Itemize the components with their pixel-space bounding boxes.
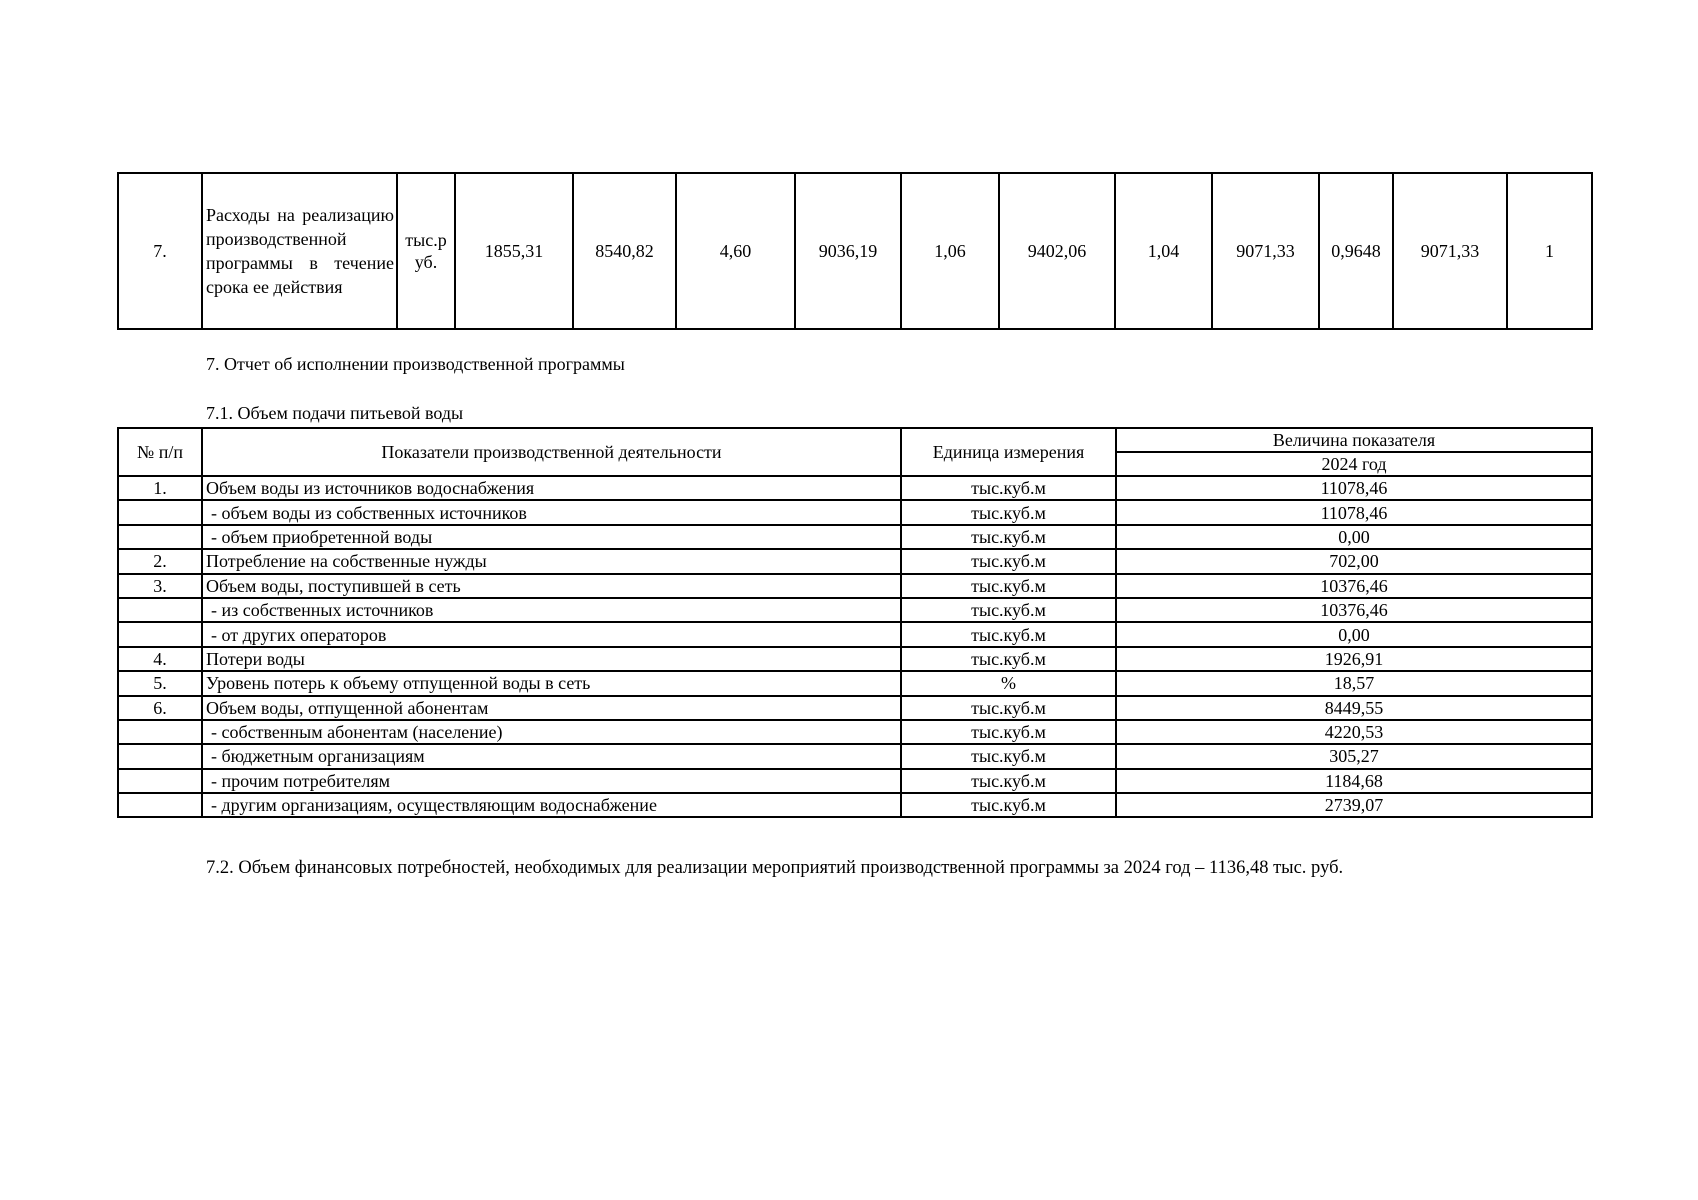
row-unit: тыс.куб.м: [901, 574, 1116, 598]
row-label: Потребление на собственные нужды: [202, 549, 901, 573]
row-number: 6.: [118, 696, 202, 720]
row-value: 11078,46: [1116, 476, 1592, 500]
row-value: 10376,46: [1116, 598, 1592, 622]
row-value: 10376,46: [1116, 574, 1592, 598]
row-unit: тыс.куб.м: [901, 525, 1116, 549]
row-unit: тыс.куб.м: [901, 476, 1116, 500]
expenses-value-5: 1,06: [901, 173, 999, 329]
row-value: 1926,91: [1116, 647, 1592, 671]
row-label: - объем воды из собственных источников: [202, 500, 901, 524]
table-row: [118, 500, 1592, 524]
header-indicator: Показатели производственной деятельности: [202, 428, 901, 476]
expenses-table: [117, 172, 1593, 330]
row-unit: тыс.куб.м: [901, 769, 1116, 793]
row-unit: тыс.куб.м: [901, 720, 1116, 744]
row-value: 0,00: [1116, 622, 1592, 646]
row-value: 305,27: [1116, 744, 1592, 768]
table-row: [118, 525, 1592, 549]
row-unit: тыс.куб.м: [901, 549, 1116, 573]
table-row: [118, 598, 1592, 622]
expenses-row-number: 7.: [118, 173, 202, 329]
table-row: [118, 622, 1592, 646]
row-unit: тыс.куб.м: [901, 793, 1116, 817]
water-supply-table: [117, 427, 1593, 818]
row-unit: %: [901, 671, 1116, 695]
row-value: 4220,53: [1116, 720, 1592, 744]
row-unit: тыс.куб.м: [901, 744, 1116, 768]
row-number: [118, 598, 202, 622]
table-row: [118, 720, 1592, 744]
row-number: [118, 769, 202, 793]
expenses-row-unit: тыс.р уб.: [397, 173, 455, 329]
row-number: [118, 744, 202, 768]
row-label: - другим организациям, осуществляющим водоснабжение: [202, 793, 901, 817]
row-label: - прочим потребителям: [202, 769, 901, 793]
header-value: Величина показателя: [1116, 428, 1592, 452]
row-label: - бюджетным организациям: [202, 744, 901, 768]
table-row: [118, 574, 1592, 598]
row-number: 5.: [118, 671, 202, 695]
row-unit: тыс.куб.м: [901, 696, 1116, 720]
expenses-value-6: 9402,06: [999, 173, 1115, 329]
row-label: Уровень потерь к объему отпущенной воды в сеть: [202, 671, 901, 695]
row-value: 11078,46: [1116, 500, 1592, 524]
row-label: Потери воды: [202, 647, 901, 671]
expenses-value-3: 4,60: [676, 173, 795, 329]
row-value: 0,00: [1116, 525, 1592, 549]
row-number: [118, 500, 202, 524]
row-value: 2739,07: [1116, 793, 1592, 817]
expenses-value-8: 9071,33: [1212, 173, 1319, 329]
row-number: [118, 720, 202, 744]
row-label: Объем воды из источников водоснабжения: [202, 476, 901, 500]
header-year: 2024 год: [1116, 452, 1592, 476]
row-value: 8449,55: [1116, 696, 1592, 720]
table-row: [118, 769, 1592, 793]
table-row: [118, 476, 1592, 500]
table-row: [118, 793, 1592, 817]
row-unit: тыс.куб.м: [901, 500, 1116, 524]
header-unit: Единица измерения: [901, 428, 1116, 476]
expenses-row-description: Расходы на реализацию производственной программы в течение срока ее действия: [202, 173, 397, 329]
row-label: Объем воды, отпущенной абонентам: [202, 696, 901, 720]
section-7-1-title: 7.1. Объем подачи питьевой воды: [206, 403, 464, 423]
row-value: 18,57: [1116, 671, 1592, 695]
row-number: [118, 525, 202, 549]
table-row: [118, 696, 1592, 720]
row-number: 3.: [118, 574, 202, 598]
row-label: - собственным абонентам (население): [202, 720, 901, 744]
row-unit: тыс.куб.м: [901, 647, 1116, 671]
table-row: [118, 744, 1592, 768]
expenses-value-7: 1,04: [1115, 173, 1212, 329]
row-unit: тыс.куб.м: [901, 622, 1116, 646]
expenses-value-1: 1855,31: [455, 173, 573, 329]
expenses-row: [118, 173, 1592, 329]
row-number: 2.: [118, 549, 202, 573]
section-7-2-text: 7.2. Объем финансовых потребностей, необходимых для реализации мероприятий производственной программы за 2024 год – 1136,48 тыс. руб.: [206, 858, 1344, 878]
expenses-value-10: 9071,33: [1393, 173, 1507, 329]
row-value: 702,00: [1116, 549, 1592, 573]
row-label: - объем приобретенной воды: [202, 525, 901, 549]
row-label: - от других операторов: [202, 622, 901, 646]
row-label: Объем воды, поступившей в сеть: [202, 574, 901, 598]
section-7-title: 7. Отчет об исполнении производственной программы: [206, 354, 625, 374]
row-number: 1.: [118, 476, 202, 500]
row-number: [118, 622, 202, 646]
row-number: [118, 793, 202, 817]
row-label: - из собственных источников: [202, 598, 901, 622]
row-value: 1184,68: [1116, 769, 1592, 793]
expenses-value-2: 8540,82: [573, 173, 676, 329]
table-row: [118, 647, 1592, 671]
row-unit: тыс.куб.м: [901, 598, 1116, 622]
expenses-value-9: 0,9648: [1319, 173, 1393, 329]
table-row: [118, 549, 1592, 573]
expenses-value-4: 9036,19: [795, 173, 901, 329]
expenses-value-11: 1: [1507, 173, 1592, 329]
row-number: 4.: [118, 647, 202, 671]
table-row: [118, 671, 1592, 695]
header-number: № п/п: [118, 428, 202, 476]
